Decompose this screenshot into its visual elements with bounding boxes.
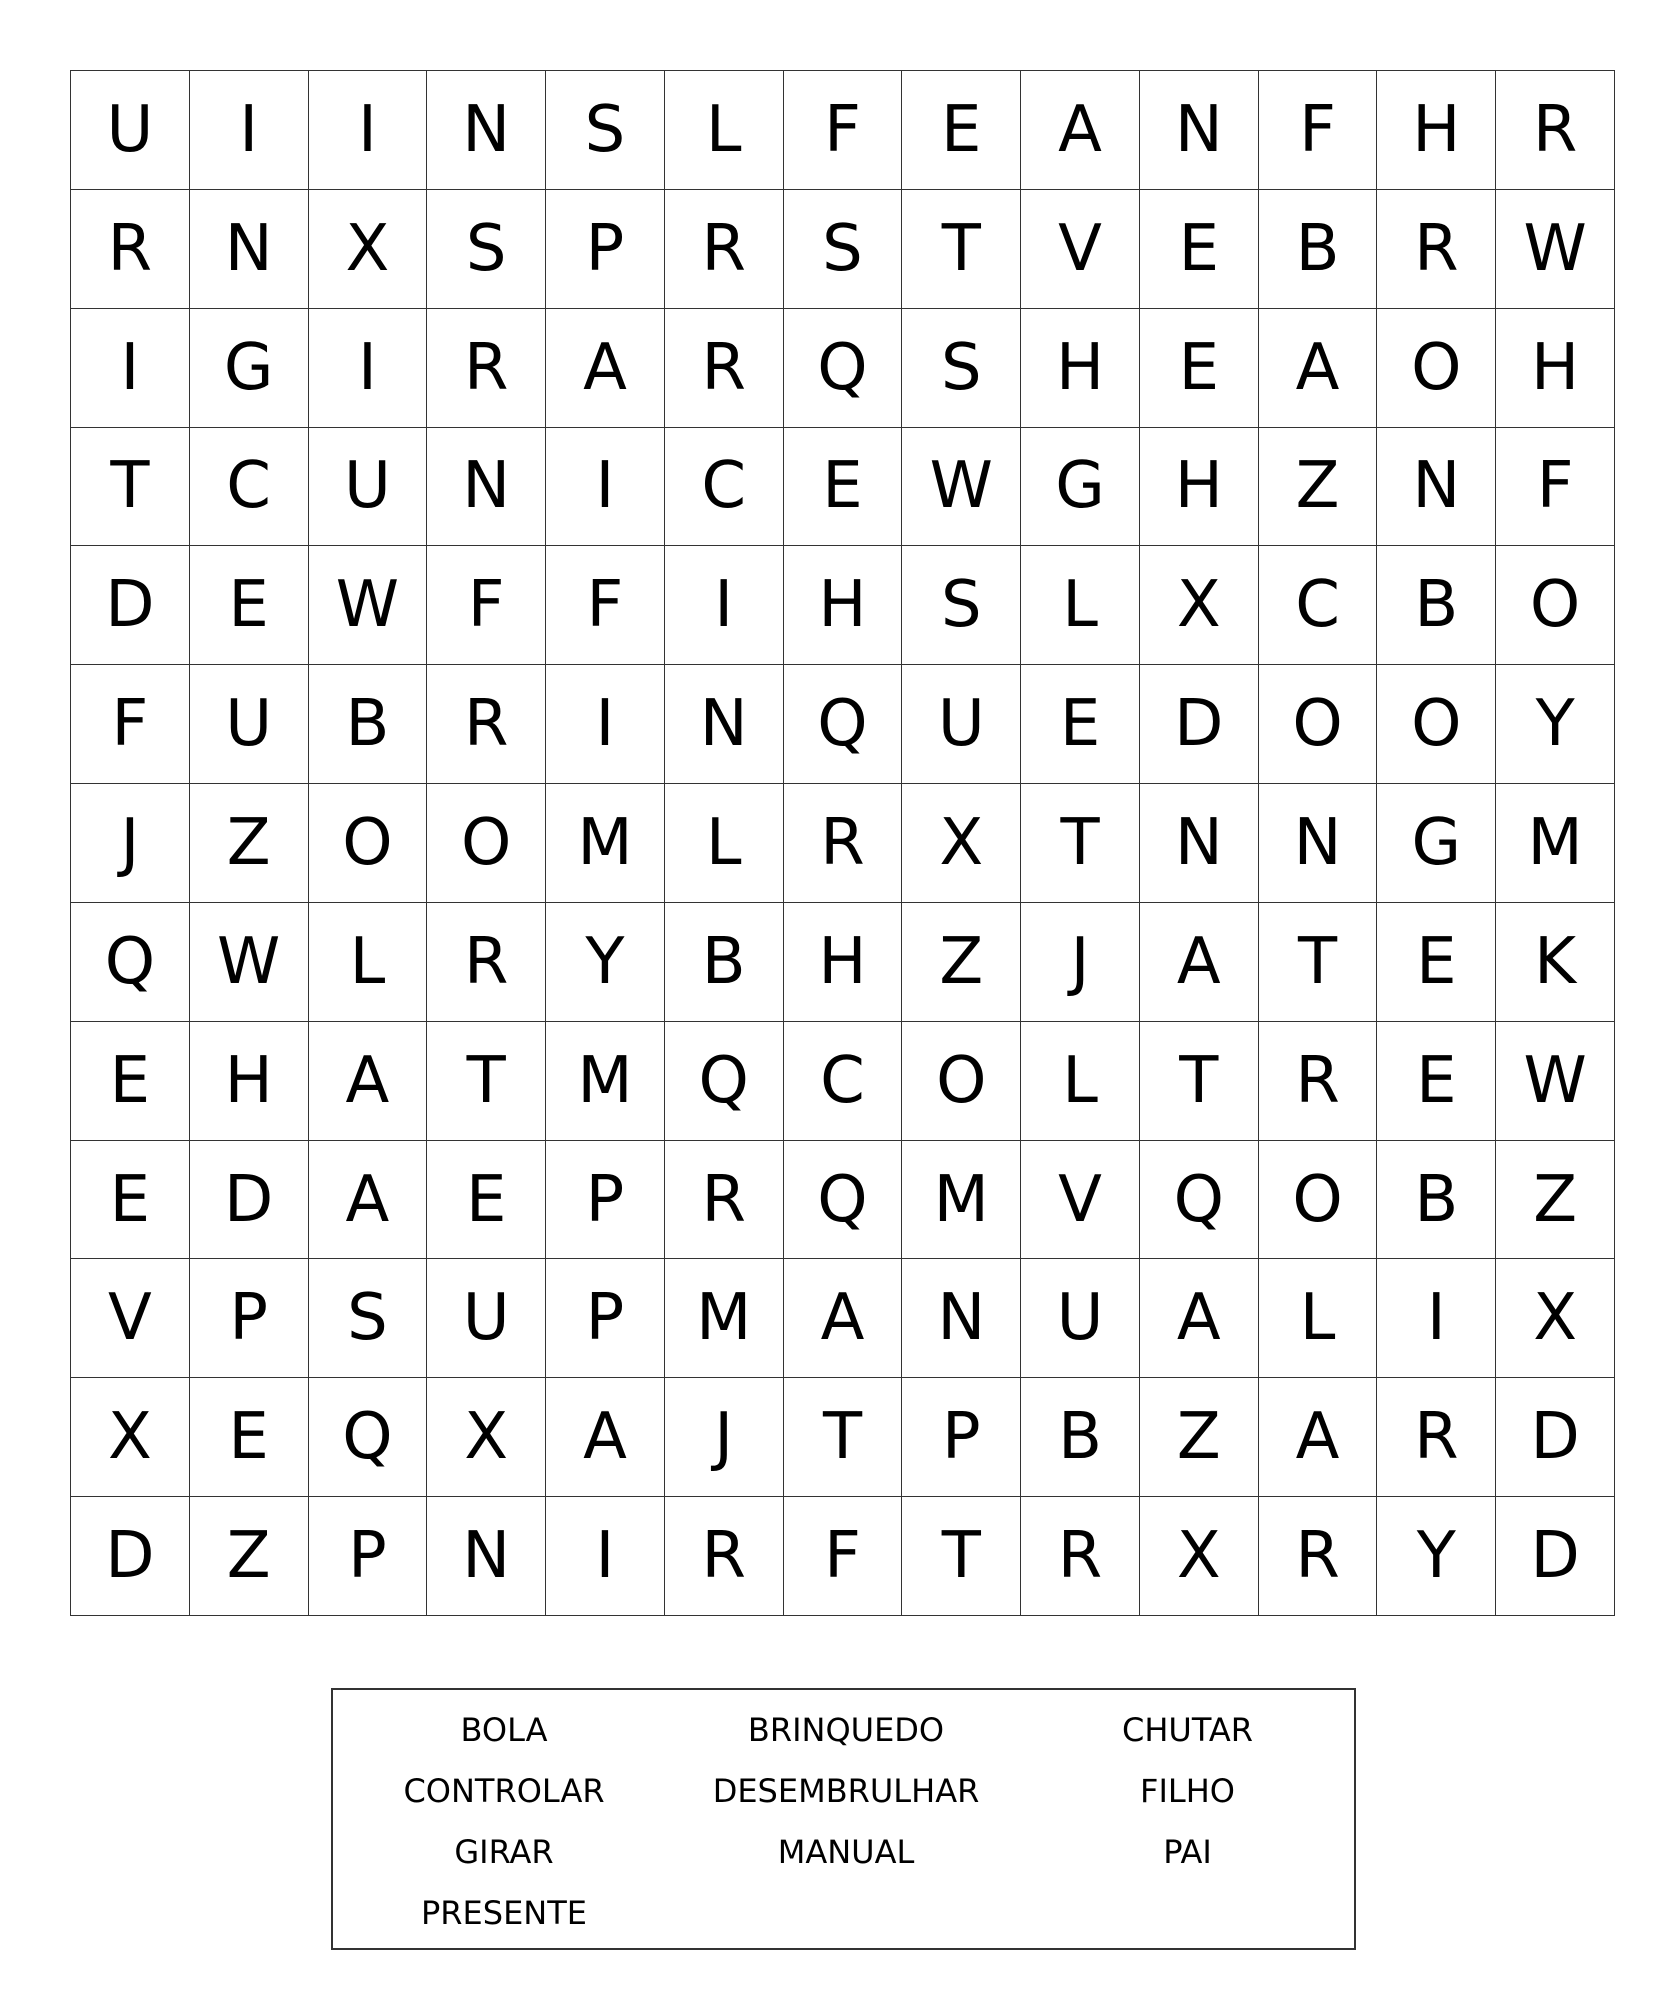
grid-cell-r11-c7[interactable]: A: [784, 1259, 903, 1378]
grid-cell-r9-c11[interactable]: R: [1259, 1022, 1378, 1141]
grid-cell-r4-c11[interactable]: Z: [1259, 428, 1378, 547]
grid-cell-r1-c1[interactable]: U: [71, 71, 190, 190]
grid-cell-r13-c9[interactable]: R: [1021, 1497, 1140, 1616]
grid-cell-r6-c1[interactable]: F: [71, 665, 190, 784]
grid-cell-r12-c5[interactable]: A: [546, 1378, 665, 1497]
grid-cell-r6-c8[interactable]: U: [902, 665, 1021, 784]
grid-cell-r1-c9[interactable]: A: [1021, 71, 1140, 190]
grid-cell-r3-c1[interactable]: I: [71, 309, 190, 428]
grid-cell-r4-c9[interactable]: G: [1021, 428, 1140, 547]
grid-cell-r3-c8[interactable]: S: [902, 309, 1021, 428]
grid-cell-r6-c11[interactable]: O: [1259, 665, 1378, 784]
letter-grid: [70, 70, 1615, 1616]
grid-cell-r8-c10[interactable]: A: [1140, 903, 1259, 1022]
grid-cell-r5-c12[interactable]: B: [1377, 546, 1496, 665]
word-list-item: PRESENTE: [421, 1894, 587, 1932]
grid-cell-r11-c1[interactable]: V: [71, 1259, 190, 1378]
grid-cell-r6-c13[interactable]: Y: [1496, 665, 1615, 784]
grid-cell-r10-c4[interactable]: E: [427, 1141, 546, 1260]
grid-cell-r8-c6[interactable]: B: [665, 903, 784, 1022]
grid-cell-r8-c2[interactable]: W: [190, 903, 309, 1022]
word-list-item: MANUAL: [777, 1833, 915, 1871]
grid-cell-r11-c13[interactable]: X: [1496, 1259, 1615, 1378]
word-list-item: CHUTAR: [1121, 1711, 1253, 1749]
grid-cell-r1-c13[interactable]: R: [1496, 71, 1615, 190]
grid-cell-r6-c3[interactable]: B: [309, 665, 428, 784]
grid-cell-r6-c9[interactable]: E: [1021, 665, 1140, 784]
grid-cell-r10-c3[interactable]: A: [309, 1141, 428, 1260]
grid-cell-r10-c9[interactable]: V: [1021, 1141, 1140, 1260]
grid-cell-r5-c1[interactable]: D: [71, 546, 190, 665]
grid-cell-r1-c8[interactable]: E: [902, 71, 1021, 190]
grid-cell-r9-c4[interactable]: T: [427, 1022, 546, 1141]
word-list-item: PAI: [1163, 1833, 1212, 1871]
grid-cell-r7-c5[interactable]: M: [546, 784, 665, 903]
grid-cell-r10-c1[interactable]: E: [71, 1141, 190, 1260]
grid-cell-r7-c3[interactable]: O: [309, 784, 428, 903]
grid-cell-r10-c5[interactable]: P: [546, 1141, 665, 1260]
grid-cell-r9-c2[interactable]: H: [190, 1022, 309, 1141]
word-list-item: BOLA: [460, 1711, 548, 1749]
word-list-item: DESEMBRULHAR: [712, 1772, 980, 1810]
grid-cell-r8-c4[interactable]: R: [427, 903, 546, 1022]
grid-cell-r11-c10[interactable]: A: [1140, 1259, 1259, 1378]
grid-cell-r2-c11[interactable]: B: [1259, 190, 1378, 309]
grid-cell-r3-c13[interactable]: H: [1496, 309, 1615, 428]
grid-cell-r12-c4[interactable]: X: [427, 1378, 546, 1497]
grid-cell-r1-c5[interactable]: S: [546, 71, 665, 190]
grid-cell-r6-c7[interactable]: Q: [784, 665, 903, 784]
grid-cell-r11-c2[interactable]: P: [190, 1259, 309, 1378]
grid-cell-r4-c3[interactable]: U: [309, 428, 428, 547]
grid-cell-r4-c12[interactable]: N: [1377, 428, 1496, 547]
grid-cell-r13-c13[interactable]: D: [1496, 1497, 1615, 1616]
grid-cell-r13-c2[interactable]: Z: [190, 1497, 309, 1616]
grid-cell-r12-c11[interactable]: A: [1259, 1378, 1378, 1497]
grid-cell-r9-c7[interactable]: C: [784, 1022, 903, 1141]
grid-cell-r11-c3[interactable]: S: [309, 1259, 428, 1378]
grid-cell-r7-c4[interactable]: O: [427, 784, 546, 903]
word-list-item: GIRAR: [454, 1833, 554, 1871]
grid-cell-r10-c10[interactable]: Q: [1140, 1141, 1259, 1260]
grid-cell-r6-c5[interactable]: I: [546, 665, 665, 784]
grid-cell-r9-c12[interactable]: E: [1377, 1022, 1496, 1141]
grid-cell-r10-c8[interactable]: M: [902, 1141, 1021, 1260]
word-list-item: CONTROLAR: [403, 1772, 605, 1810]
grid-cell-r2-c10[interactable]: E: [1140, 190, 1259, 309]
grid-cell-r6-c6[interactable]: N: [665, 665, 784, 784]
grid-cell-r5-c9[interactable]: L: [1021, 546, 1140, 665]
grid-cell-r12-c9[interactable]: B: [1021, 1378, 1140, 1497]
grid-cell-r12-c7[interactable]: T: [784, 1378, 903, 1497]
grid-cell-r9-c3[interactable]: A: [309, 1022, 428, 1141]
grid-cell-r1-c11[interactable]: F: [1259, 71, 1378, 190]
grid-cell-r9-c9[interactable]: L: [1021, 1022, 1140, 1141]
grid-cell-r3-c10[interactable]: E: [1140, 309, 1259, 428]
grid-cell-r7-c10[interactable]: N: [1140, 784, 1259, 903]
grid-cell-r10-c2[interactable]: D: [190, 1141, 309, 1260]
grid-cell-r2-c9[interactable]: V: [1021, 190, 1140, 309]
grid-cell-r13-c3[interactable]: P: [309, 1497, 428, 1616]
grid-cell-r3-c11[interactable]: A: [1259, 309, 1378, 428]
grid-cell-r5-c8[interactable]: S: [902, 546, 1021, 665]
grid-cell-r2-c5[interactable]: P: [546, 190, 665, 309]
grid-cell-r2-c2[interactable]: N: [190, 190, 309, 309]
grid-cell-r6-c10[interactable]: D: [1140, 665, 1259, 784]
grid-cell-r4-c10[interactable]: H: [1140, 428, 1259, 547]
grid-cell-r11-c8[interactable]: N: [902, 1259, 1021, 1378]
grid-cell-r8-c3[interactable]: L: [309, 903, 428, 1022]
grid-cell-r3-c12[interactable]: O: [1377, 309, 1496, 428]
grid-cell-r13-c4[interactable]: N: [427, 1497, 546, 1616]
grid-cell-r7-c12[interactable]: G: [1377, 784, 1496, 903]
grid-cell-r13-c1[interactable]: D: [71, 1497, 190, 1616]
grid-cell-r11-c9[interactable]: U: [1021, 1259, 1140, 1378]
grid-cell-r13-c6[interactable]: R: [665, 1497, 784, 1616]
grid-cell-r5-c5[interactable]: F: [546, 546, 665, 665]
grid-cell-r5-c4[interactable]: F: [427, 546, 546, 665]
grid-cell-r4-c6[interactable]: C: [665, 428, 784, 547]
grid-cell-r9-c13[interactable]: W: [1496, 1022, 1615, 1141]
grid-cell-r8-c8[interactable]: Z: [902, 903, 1021, 1022]
grid-cell-r10-c11[interactable]: O: [1259, 1141, 1378, 1260]
grid-cell-r3-c5[interactable]: A: [546, 309, 665, 428]
grid-cell-r10-c7[interactable]: Q: [784, 1141, 903, 1260]
grid-cell-r11-c12[interactable]: I: [1377, 1259, 1496, 1378]
grid-cell-r1-c10[interactable]: N: [1140, 71, 1259, 190]
grid-cell-r3-c3[interactable]: I: [309, 309, 428, 428]
grid-cell-r4-c7[interactable]: E: [784, 428, 903, 547]
word-list-box: [331, 1688, 1356, 1950]
grid-cell-r2-c3[interactable]: X: [309, 190, 428, 309]
grid-cell-r4-c5[interactable]: I: [546, 428, 665, 547]
grid-cell-r12-c3[interactable]: Q: [309, 1378, 428, 1497]
grid-cell-r13-c11[interactable]: R: [1259, 1497, 1378, 1616]
grid-cell-r2-c1[interactable]: R: [71, 190, 190, 309]
grid-cell-r12-c6[interactable]: J: [665, 1378, 784, 1497]
grid-cell-r2-c8[interactable]: T: [902, 190, 1021, 309]
word-list: [333, 1710, 1354, 1954]
word-list-item: BRINQUEDO: [747, 1711, 945, 1749]
grid-cell-r7-c13[interactable]: M: [1496, 784, 1615, 903]
grid-cell-r9-c10[interactable]: T: [1140, 1022, 1259, 1141]
grid-cell-r8-c13[interactable]: K: [1496, 903, 1615, 1022]
grid-cell-r12-c1[interactable]: X: [71, 1378, 190, 1497]
grid-cell-r1-c4[interactable]: N: [427, 71, 546, 190]
grid-cell-r12-c2[interactable]: E: [190, 1378, 309, 1497]
grid-cell-r1-c12[interactable]: H: [1377, 71, 1496, 190]
grid-cell-r11-c4[interactable]: U: [427, 1259, 546, 1378]
grid-cell-r2-c7[interactable]: S: [784, 190, 903, 309]
grid-cell-r6-c2[interactable]: U: [190, 665, 309, 784]
grid-cell-r11-c6[interactable]: M: [665, 1259, 784, 1378]
grid-cell-r7-c2[interactable]: Z: [190, 784, 309, 903]
grid-cell-r1-c7[interactable]: F: [784, 71, 903, 190]
grid-cell-r13-c7[interactable]: F: [784, 1497, 903, 1616]
grid-cell-r7-c11[interactable]: N: [1259, 784, 1378, 903]
grid-cell-r9-c1[interactable]: E: [71, 1022, 190, 1141]
grid-cell-r9-c6[interactable]: Q: [665, 1022, 784, 1141]
grid-cell-r3-c9[interactable]: H: [1021, 309, 1140, 428]
grid-cell-r8-c11[interactable]: T: [1259, 903, 1378, 1022]
grid-cell-r1-c2[interactable]: I: [190, 71, 309, 190]
grid-cell-r3-c2[interactable]: G: [190, 309, 309, 428]
grid-cell-r10-c6[interactable]: R: [665, 1141, 784, 1260]
grid-cell-r11-c11[interactable]: L: [1259, 1259, 1378, 1378]
grid-cell-r8-c7[interactable]: H: [784, 903, 903, 1022]
grid-cell-r10-c12[interactable]: B: [1377, 1141, 1496, 1260]
grid-cell-r4-c2[interactable]: C: [190, 428, 309, 547]
grid-cell-r6-c4[interactable]: R: [427, 665, 546, 784]
grid-cell-r5-c3[interactable]: W: [309, 546, 428, 665]
grid-cell-r13-c10[interactable]: X: [1140, 1497, 1259, 1616]
grid-cell-r13-c5[interactable]: I: [546, 1497, 665, 1616]
grid-cell-r2-c6[interactable]: R: [665, 190, 784, 309]
grid-cell-r5-c7[interactable]: H: [784, 546, 903, 665]
grid-cell-r12-c12[interactable]: R: [1377, 1378, 1496, 1497]
grid-cell-r3-c7[interactable]: Q: [784, 309, 903, 428]
grid-cell-r5-c10[interactable]: X: [1140, 546, 1259, 665]
grid-cell-r5-c13[interactable]: O: [1496, 546, 1615, 665]
grid-cell-r5-c6[interactable]: I: [665, 546, 784, 665]
grid-cell-r7-c1[interactable]: J: [71, 784, 190, 903]
grid-cell-r1-c3[interactable]: I: [309, 71, 428, 190]
grid-cell-r8-c5[interactable]: Y: [546, 903, 665, 1022]
grid-cell-r4-c8[interactable]: W: [902, 428, 1021, 547]
grid-cell-r13-c8[interactable]: T: [902, 1497, 1021, 1616]
grid-cell-r13-c12[interactable]: Y: [1377, 1497, 1496, 1616]
grid-cell-r2-c13[interactable]: W: [1496, 190, 1615, 309]
grid-cell-r1-c6[interactable]: L: [665, 71, 784, 190]
grid-cell-r8-c1[interactable]: Q: [71, 903, 190, 1022]
grid-cell-r9-c5[interactable]: M: [546, 1022, 665, 1141]
grid-cell-r11-c5[interactable]: P: [546, 1259, 665, 1378]
grid-cell-r4-c1[interactable]: T: [71, 428, 190, 547]
grid-cell-r7-c6[interactable]: L: [665, 784, 784, 903]
grid-cell-r6-c12[interactable]: O: [1377, 665, 1496, 784]
grid-cell-r3-c4[interactable]: R: [427, 309, 546, 428]
grid-cell-r7-c7[interactable]: R: [784, 784, 903, 903]
grid-cell-r7-c8[interactable]: X: [902, 784, 1021, 903]
grid-cell-r12-c13[interactable]: D: [1496, 1378, 1615, 1497]
word-list-item: FILHO: [1140, 1772, 1235, 1810]
grid-cell-r5-c2[interactable]: E: [190, 546, 309, 665]
grid-cell-r8-c9[interactable]: J: [1021, 903, 1140, 1022]
grid-cell-r4-c13[interactable]: F: [1496, 428, 1615, 547]
grid-cell-r8-c12[interactable]: E: [1377, 903, 1496, 1022]
grid-cell-r12-c8[interactable]: P: [902, 1378, 1021, 1497]
grid-cell-r5-c11[interactable]: C: [1259, 546, 1378, 665]
grid-cell-r2-c12[interactable]: R: [1377, 190, 1496, 309]
grid-cell-r3-c6[interactable]: R: [665, 309, 784, 428]
grid-cell-r7-c9[interactable]: T: [1021, 784, 1140, 903]
grid-cell-r10-c13[interactable]: Z: [1496, 1141, 1615, 1260]
grid-cell-r9-c8[interactable]: O: [902, 1022, 1021, 1141]
grid-cell-r12-c10[interactable]: Z: [1140, 1378, 1259, 1497]
grid-cell-r2-c4[interactable]: S: [427, 190, 546, 309]
grid-cell-r4-c4[interactable]: N: [427, 428, 546, 547]
